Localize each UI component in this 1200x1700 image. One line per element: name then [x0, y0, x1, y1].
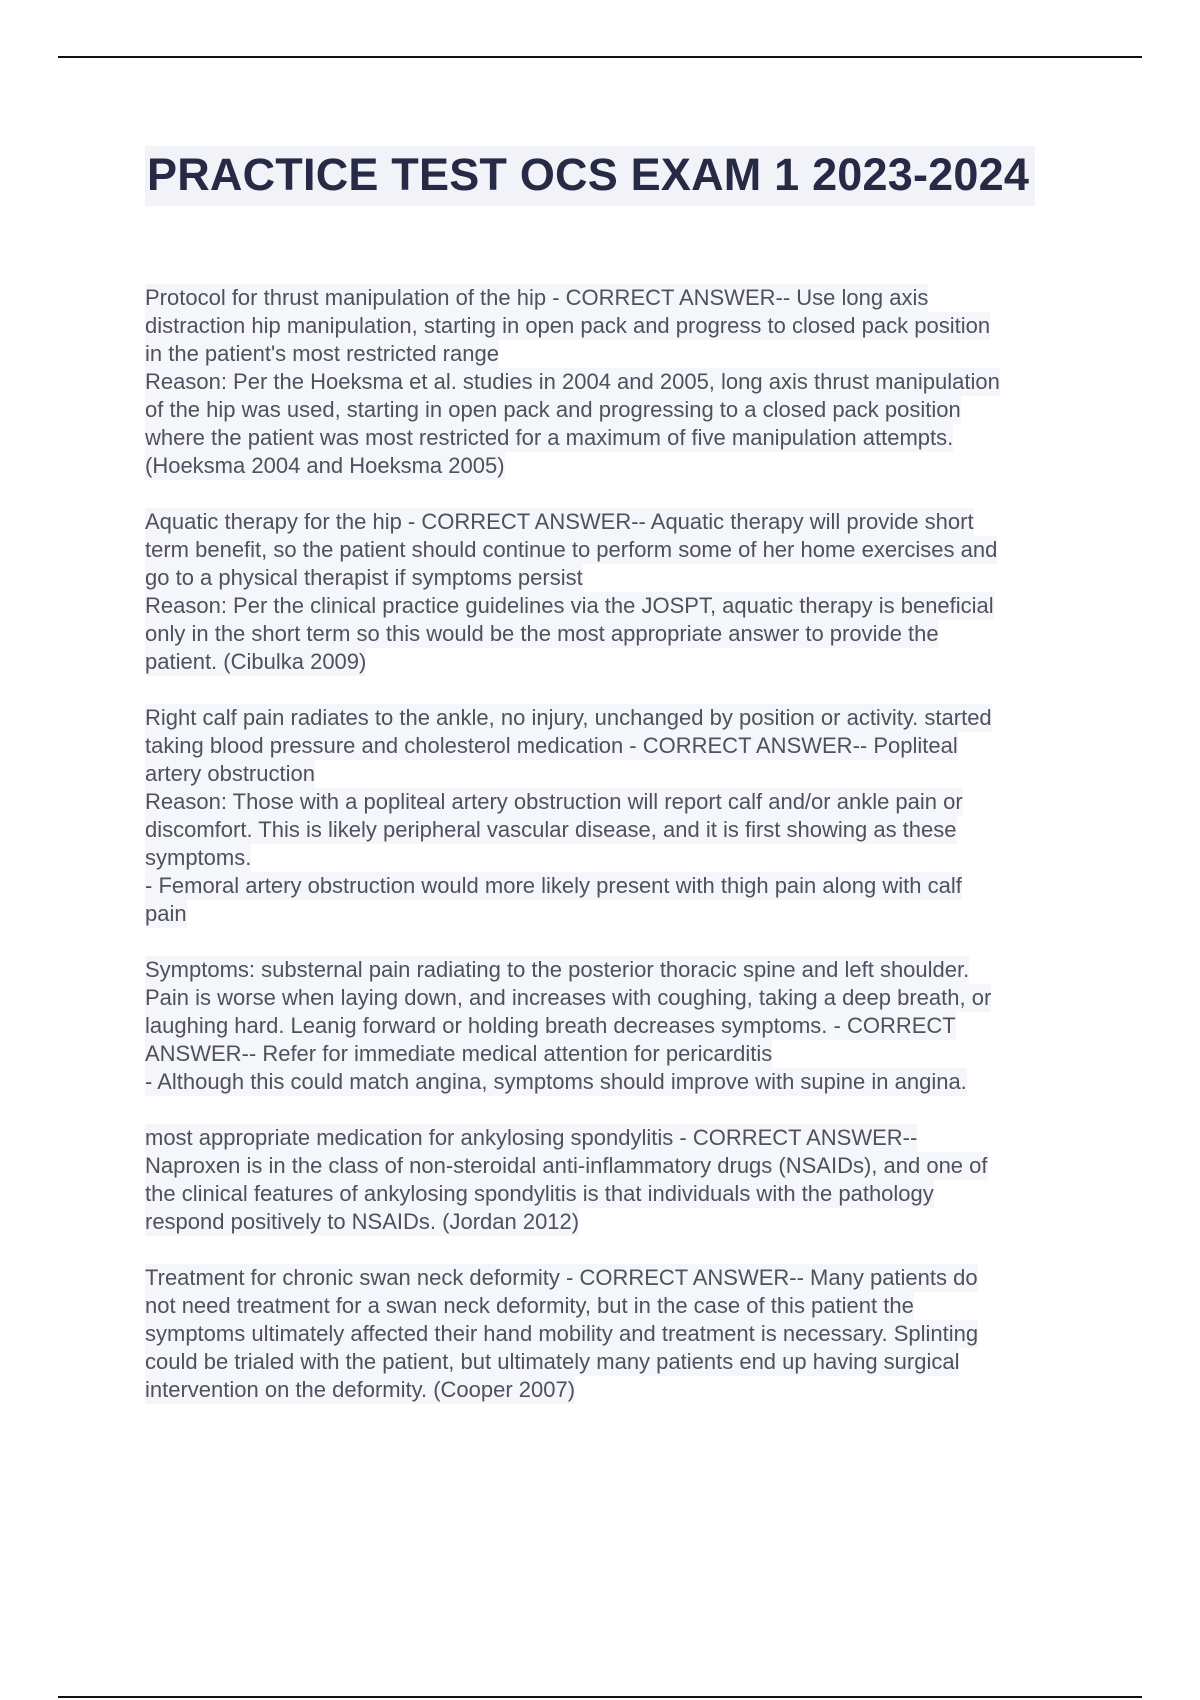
text-line: Symptoms: substernal pain radiating to the posterior thoracic spine and left shoulder.	[145, 957, 970, 982]
text-line: most appropriate medication for ankylosing spondylitis - CORRECT ANSWER--	[145, 1125, 918, 1150]
text-line: symptoms ultimately affected their hand mobility and treatment is necessary. Splinting	[145, 1321, 979, 1346]
text-line: respond positively to NSAIDs. (Jordan 2012)	[145, 1209, 580, 1234]
text-line: not need treatment for a swan neck deformity, but in the case of this patient the	[145, 1293, 914, 1318]
text-line: discomfort. This is likely peripheral vascular disease, and it is first showing as these	[145, 817, 957, 842]
text-line: taking blood pressure and cholesterol medication - CORRECT ANSWER-- Popliteal	[145, 733, 958, 758]
text-line: Protocol for thrust manipulation of the hip - CORRECT ANSWER-- Use long axis	[145, 285, 929, 310]
text-line: Pain is worse when laying down, and increases with coughing, taking a deep breath, or	[145, 985, 992, 1010]
text-line: Treatment for chronic swan neck deformity - CORRECT ANSWER-- Many patients do	[145, 1265, 978, 1290]
qa-entry-ankylosing-spondylitis	[145, 1124, 1095, 1236]
text-line: Reason: Per the clinical practice guidelines via the JOSPT, aquatic therapy is beneficial	[145, 593, 994, 618]
text-line: in the patient's most restricted range	[145, 341, 499, 366]
text-line: Right calf pain radiates to the ankle, no injury, unchanged by position or activity. started	[145, 705, 992, 730]
text-line: Naproxen is in the class of non-steroidal anti-inflammatory drugs (NSAIDs), and one of	[145, 1153, 988, 1178]
text-line: intervention on the deformity. (Cooper 2007)	[145, 1377, 576, 1402]
text-line: where the patient was most restricted for a maximum of five manipulation attempts.	[145, 425, 954, 450]
text-line: the clinical features of ankylosing spondylitis is that individuals with the pathology	[145, 1181, 934, 1206]
qa-entry-pericarditis	[145, 956, 1095, 1096]
text-line: of the hip was used, starting in open pack and progressing to a closed pack position	[145, 397, 961, 422]
text-line: (Hoeksma 2004 and Hoeksma 2005)	[145, 453, 505, 478]
text-line: Aquatic therapy for the hip - CORRECT ANSWER-- Aquatic therapy will provide short	[145, 509, 974, 534]
top-rule	[58, 56, 1142, 58]
text-line: Reason: Per the Hoeksma et al. studies in 2004 and 2005, long axis thrust manipulation	[145, 369, 1000, 394]
text-line: - Although this could match angina, symptoms should improve with supine in angina.	[145, 1069, 967, 1094]
text-line: only in the short term so this would be the most appropriate answer to provide the	[145, 621, 939, 646]
text-line: distraction hip manipulation, starting in open pack and progress to closed pack position	[145, 313, 991, 338]
text-line: symptoms.	[145, 845, 252, 870]
bottom-rule	[58, 1696, 1142, 1698]
page-title: PRACTICE TEST OCS EXAM 1 2023-2024	[145, 146, 1035, 206]
text-line: pain	[145, 901, 187, 926]
text-line: patient. (Cibulka 2009)	[145, 649, 367, 674]
qa-entry-hip-thrust	[145, 284, 1095, 480]
text-line: Reason: Those with a popliteal artery obstruction will report calf and/or ankle pain or	[145, 789, 963, 814]
qa-entry-aquatic-therapy	[145, 508, 1095, 676]
text-line: artery obstruction	[145, 761, 315, 786]
text-line: go to a physical therapist if symptoms persist	[145, 565, 583, 590]
text-line: term benefit, so the patient should continue to perform some of her home exercises and	[145, 537, 998, 562]
text-line: ANSWER-- Refer for immediate medical attention for pericarditis	[145, 1041, 773, 1066]
text-line: laughing hard. Leanig forward or holding breath decreases symptoms. - CORRECT	[145, 1013, 956, 1038]
qa-entry-swan-neck	[145, 1264, 1095, 1404]
text-line: - Femoral artery obstruction would more likely present with thigh pain along with calf	[145, 873, 962, 898]
qa-list	[145, 284, 1095, 1432]
qa-entry-calf-pain	[145, 704, 1095, 928]
text-line: could be trialed with the patient, but ultimately many patients end up having surgical	[145, 1349, 960, 1374]
